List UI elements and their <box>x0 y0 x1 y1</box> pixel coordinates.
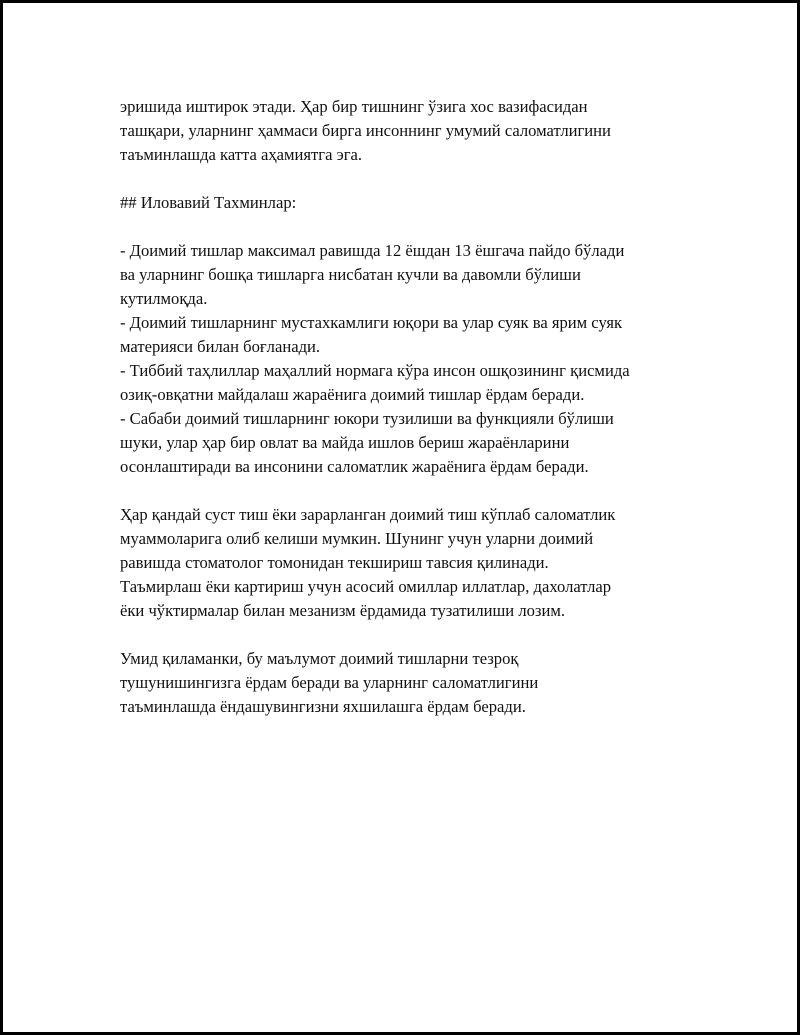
list-line: озиқ-овқатни майдалаш жараёнига доимий тишлар ёрдам беради. <box>120 385 585 404</box>
assumptions-list <box>120 239 700 479</box>
paragraph-line: Умид қиламанки, бу маълумот доимий тишларни тезроқ <box>120 649 519 668</box>
list-line: материяси билан боғланади. <box>120 337 321 356</box>
paragraph-line: ёки чўктирмалар билан мезанизм ёрдамида тузатилиши лозим. <box>120 601 565 620</box>
document-body <box>120 95 700 743</box>
list-line: - Сабаби доимий тишларнинг юкори тузилиши ва функцияли бўлиши <box>120 409 614 428</box>
list-line: - Доимий тишларнинг мустахкамлиги юқори ва улар суяк ва ярим суяк <box>120 313 623 332</box>
list-line: шуки, улар ҳар бир овлат ва майда ишлов бериш жараёнларини <box>120 433 570 452</box>
paragraph-line: равишда стоматолог томонидан текшириш тавсия қилинади. <box>120 553 549 572</box>
intro-paragraph <box>120 95 700 167</box>
list-line: - Тиббий таҳлиллар маҳаллий нормага кўра инсон ошқозининг қисмида <box>120 361 630 380</box>
intro-line: ташқари, уларнинг ҳаммаси бирга инсоннинг умумий саломатлигини <box>120 121 611 140</box>
maintenance-paragraph <box>120 503 700 623</box>
closing-paragraph <box>120 647 700 719</box>
paragraph-line: таъминлашда ёндашувингизни яхшилашга ёрдам беради. <box>120 697 526 716</box>
paragraph-line: тушунишингизга ёрдам беради ва уларнинг саломатлигини <box>120 673 539 692</box>
paragraph-line: муаммоларига олиб келиши мумкин. Шунинг учун уларни доимий <box>120 529 594 548</box>
list-line: кутилмоқда. <box>120 289 208 308</box>
paragraph-line: Таъмирлаш ёки картириш учун асосий омиллар иллатлар, дахолатлар <box>120 577 612 596</box>
list-line: ва уларнинг бошқа тишларга нисбатан кучли ва давомли бўлиши <box>120 265 581 284</box>
intro-line: таъминлашда катта аҳамиятга эга. <box>120 145 363 164</box>
list-line: - Доимий тишлар максимал равишда 12 ёшдан 13 ёшгача пайдо бўлади <box>120 241 625 260</box>
intro-line: эришида иштирок этади. Ҳар бир тишнинг ўзига хос вазифасидан <box>120 97 588 116</box>
paragraph-line: Ҳар қандай суст тиш ёки зарарланган доимий тиш кўплаб саломатлик <box>120 505 616 524</box>
list-line: осонлаштиради ва инсонини саломатлик жараёнига ёрдам беради. <box>120 457 589 476</box>
section-heading: ## Иловавий Тахминлар: <box>120 193 297 212</box>
